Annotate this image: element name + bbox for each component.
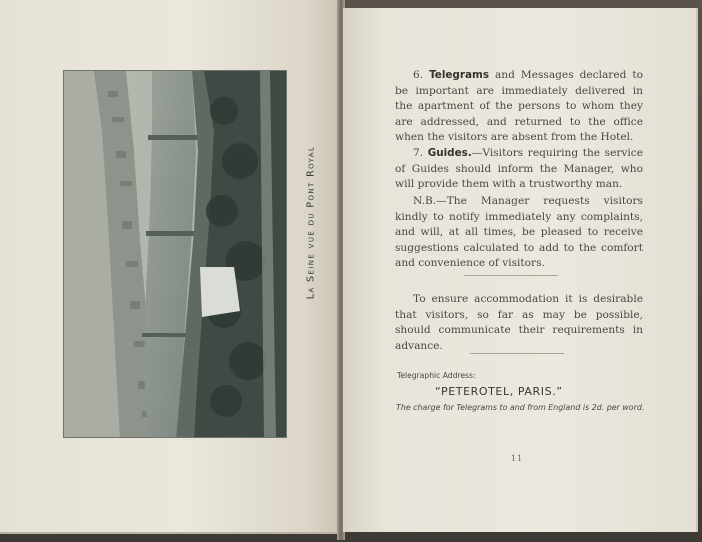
paragraph-guides (395, 146, 643, 193)
right-page (343, 8, 698, 532)
seine-photograph (63, 70, 287, 438)
telegraphic-address: “PETEROTEL, PARIS.” (435, 385, 563, 398)
paragraph-telegrams (395, 68, 643, 146)
para7-heading: Guides. (427, 147, 472, 159)
paragraph-advance (395, 292, 643, 354)
para7-text: —Visitors requiring the service of Guides should inform the Manager, who will provide them with a trustworthy man. (395, 147, 643, 190)
divider-rule (464, 275, 558, 276)
telegram-charge-note: The charge for Telegrams to and from England is 2d. per word. (396, 403, 645, 412)
paragraph-nb (395, 194, 643, 272)
divider-rule (470, 353, 564, 354)
advance-text: To ensure accommodation it is desirable that visitors, so far as may be possible, should communicate their requirements in advance. (395, 293, 643, 352)
para6-text: and Messages declared to be important are immediately delivered in the apartment of the persons to whom they are addressed, and returned to the office when the visitors are absent from the Hotel. (395, 69, 643, 143)
para7-number: 7. (413, 147, 424, 159)
photo-caption: La Seine vue du Pont Royal (305, 145, 317, 299)
page-number: 11 (511, 454, 524, 463)
telegraphic-label: Telegraphic Address: (397, 371, 476, 380)
nb-text: N.B.—The Manager requests visitors kindly to notify immediately any complaints, and will, at all times, be pleased to receive suggestions calculated to add to the comfort and convenience of visitors. (395, 195, 643, 269)
para6-number: 6. (413, 69, 424, 81)
left-page (0, 0, 340, 534)
para6-heading: Telegrams (429, 69, 490, 81)
